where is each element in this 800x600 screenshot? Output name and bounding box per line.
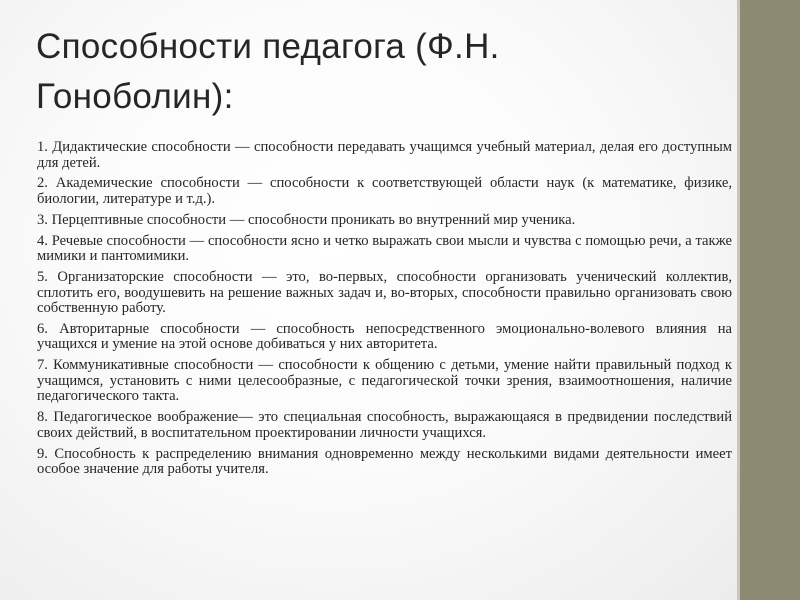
list-item: 9. Способность к распределению внимания одновременно между несколькими видами деятельности имеет особое значение для работы учителя. [37, 445, 732, 478]
sidebar-decoration [740, 0, 800, 600]
list-item: 2. Академические способности — способности к соответствующей области наук (к математике, физике, биологии, литературе и т.д.). [37, 175, 732, 207]
list-item: 8. Педагогическое воображение— это специальная способность, выражающаяся в предвидении последствий своих действий, в воспитательном проектировании личности учащихся. [37, 409, 732, 441]
list-item: 3. Перцептивные способности — способности проникать во внутренний мир ученика. [37, 211, 576, 228]
list-item: 1. Дидактические способности — способности передавать учащимся учебный материал, делая его доступным для детей. [37, 139, 732, 171]
list-item: 5. Организаторские способности — это, во-первых, способности организовать ученический коллектив, сплотить его, воодушевить на решение важных задач и, во-вторых, способности правильно организовать свою собственную работу. [37, 268, 732, 317]
abilities-list [37, 140, 732, 483]
list-item: 4. Речевые способности — способности ясно и четко выражать свои мысли и чувства с помощью речи, а также мимики и пантомимики. [37, 232, 732, 265]
list-item: 6. Авторитарные способности — способность непосредственного эмоционально-волевого влияния на учащихся и умение на этой основе добиваться у них авторитета. [37, 320, 732, 353]
slide-title: Способности педагога (Ф.Н. Гоноболин): [36, 27, 500, 116]
list-item: 7. Коммуникативные способности — способности к общению с детьми, умение найти правильный подход к учащимся, установить с ними целесообразные, с педагогической точки зрения, взаимоотношения, наличие педагогического такта. [37, 357, 732, 405]
